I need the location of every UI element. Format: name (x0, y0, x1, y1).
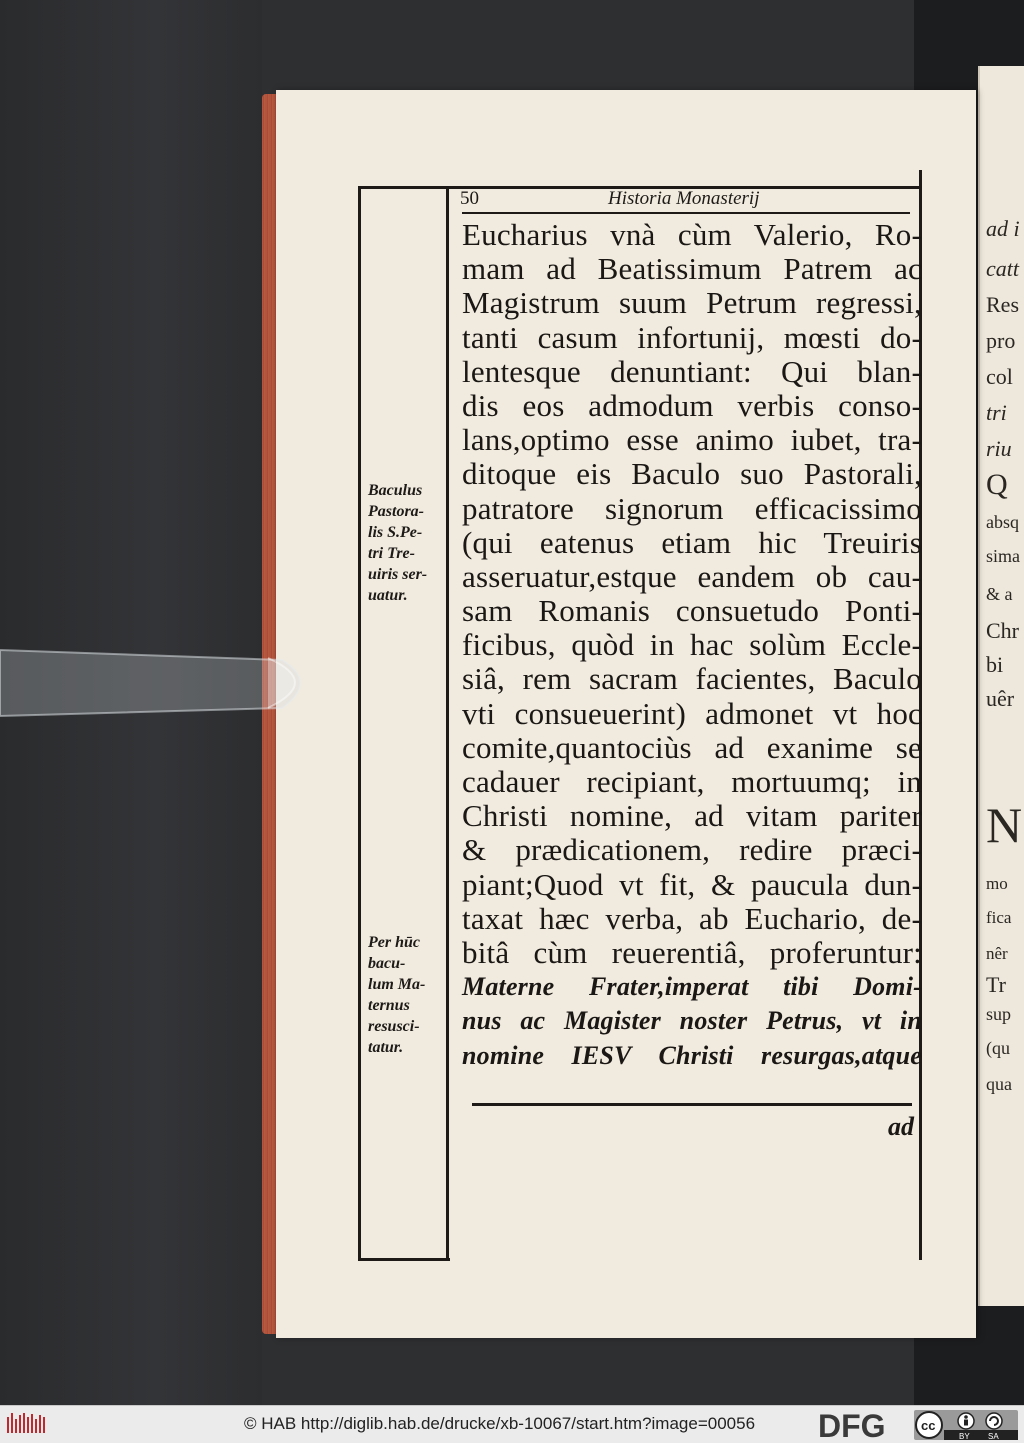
text-line: mam ad Beatissimum Patrem ac (462, 251, 922, 287)
transparent-page-clip (0, 636, 320, 728)
page-number: 50 (460, 188, 479, 209)
text-line: (qui eatenus etiam hic Treuiris (462, 524, 922, 560)
footer-rule (472, 1103, 912, 1106)
facing-fragment: Tr (986, 972, 1006, 997)
facing-fragment: Chr (986, 618, 1019, 643)
text-line: sam Romanis consuetudo Ponti- (462, 593, 922, 629)
facing-fragment: riu (986, 436, 1012, 461)
marginal-note-per-hunc (368, 932, 448, 1058)
marginal-note-baculus (368, 480, 448, 606)
marginal-note-line: Baculus (368, 482, 423, 499)
text-line: vti consueuerint) admonet vt hoc (462, 695, 922, 731)
text-line: cadauer recipiant, mortuumq; in (462, 764, 922, 799)
license-sa: SA (988, 1432, 999, 1440)
dfg-logo-icon (816, 1410, 912, 1440)
text-line: Eucharius vnà cùm Valerio, Ro- (462, 217, 922, 252)
facing-fragment: col (986, 364, 1013, 389)
facing-fragment: ad i (986, 216, 1020, 241)
marginal-note-line: Pastora- (368, 503, 424, 520)
facing-fragment: sup (986, 1004, 1012, 1024)
text-line: ficibus, quòd in hac solùm Eccle- (462, 627, 922, 663)
cc-by-sa-license-icon[interactable] (914, 1410, 1018, 1440)
facing-fragment: pro (986, 328, 1016, 353)
facing-page (978, 66, 1024, 1306)
frame-rule-margin (446, 186, 449, 1260)
marginal-note-line: lum Ma- (368, 976, 426, 993)
text-line: piant;Quod vt fit, & paucula dun- (462, 866, 922, 902)
text-line: Christi nomine, ad vitam pariter (462, 798, 922, 834)
frame-rule-left (358, 186, 361, 1260)
marginal-note-line: resusci- (368, 1018, 420, 1035)
facing-fragment: nêr (986, 944, 1008, 963)
marginal-note-line: lis S.Pe- (368, 524, 423, 541)
facing-fragment: N (986, 797, 1023, 853)
svg-text:cc: cc (921, 1418, 936, 1433)
marginal-note-line: uatur. (368, 587, 408, 604)
text-line: dis eos admodum verbis conso- (462, 387, 922, 423)
facing-fragment: bi (986, 652, 1004, 677)
marginal-note-line: bacu- (368, 955, 406, 972)
body-text (462, 218, 922, 1073)
italic-text-line: nus ac Magister noster Petrus, vt in (462, 1006, 922, 1036)
text-line: taxat hæc verba, ab Euchario, de- (462, 900, 922, 936)
facing-fragment: Res (986, 292, 1019, 317)
marginal-note-line: tatur. (368, 1039, 404, 1056)
facing-fragment: sima (986, 546, 1020, 566)
text-line: asseruatur,estque eandem ob cau- (462, 558, 922, 594)
viewer-footer (0, 1405, 1024, 1443)
facing-fragment: tri (986, 400, 1007, 425)
header-rule (462, 212, 910, 214)
marginal-note-line: tri Tre- (368, 545, 415, 562)
italic-text-line: nomine IESV Christi resurgas,atque (462, 1040, 922, 1070)
text-line: ditoque eis Baculo suo Pastorali, (462, 456, 922, 492)
hab-logo-icon (6, 1411, 46, 1437)
facing-fragment: (qu (986, 1038, 1010, 1058)
license-by: BY (959, 1432, 970, 1440)
facing-fragment: & a (986, 584, 1013, 604)
text-line: Magistrum suum Petrum regressi, (462, 285, 922, 321)
text-line: lentesque denuntiant: Qui blan- (462, 353, 922, 389)
citation-link[interactable]: © HAB http://diglib.hab.de/drucke/xb-10067/start.htm?image=00056 (244, 1414, 756, 1433)
facing-fragment: Q (986, 468, 1008, 501)
text-line: comite,quantociùs ad exanime se (462, 729, 922, 765)
catchword: ad (888, 1112, 914, 1141)
marginal-note-line: ternus (368, 997, 410, 1014)
frame-rule-bottom (358, 1258, 450, 1261)
facing-fragment: qua (986, 1074, 1012, 1094)
text-line: lans,optimo esse animo iubet, tra- (462, 422, 922, 458)
dfg-label: DFG (818, 1410, 886, 1440)
italic-text-line: Materne Frater,imperat tibi Domi- (462, 972, 922, 1002)
text-line: bitâ cùm reuerentiâ, proferuntur: (462, 934, 922, 970)
marginal-note-line: uiris ser- (368, 566, 428, 583)
running-head: Historia Monasterij (608, 188, 760, 209)
text-line: patratore signorum efficacissimo (462, 490, 922, 526)
marginal-note-line: Per hūc (368, 934, 420, 951)
facing-fragment: uêr (986, 686, 1015, 711)
text-line: & prædicationem, redire præci- (462, 832, 922, 868)
facing-fragment: mo (986, 874, 1008, 893)
text-line: siâ, rem sacram facientes, Baculo (462, 661, 922, 697)
text-line: tanti casum infortunij, mœsti do- (462, 319, 922, 355)
facing-fragment: absq (986, 512, 1019, 532)
facing-fragment: fica (986, 908, 1012, 927)
facing-fragment: catt (986, 256, 1019, 281)
